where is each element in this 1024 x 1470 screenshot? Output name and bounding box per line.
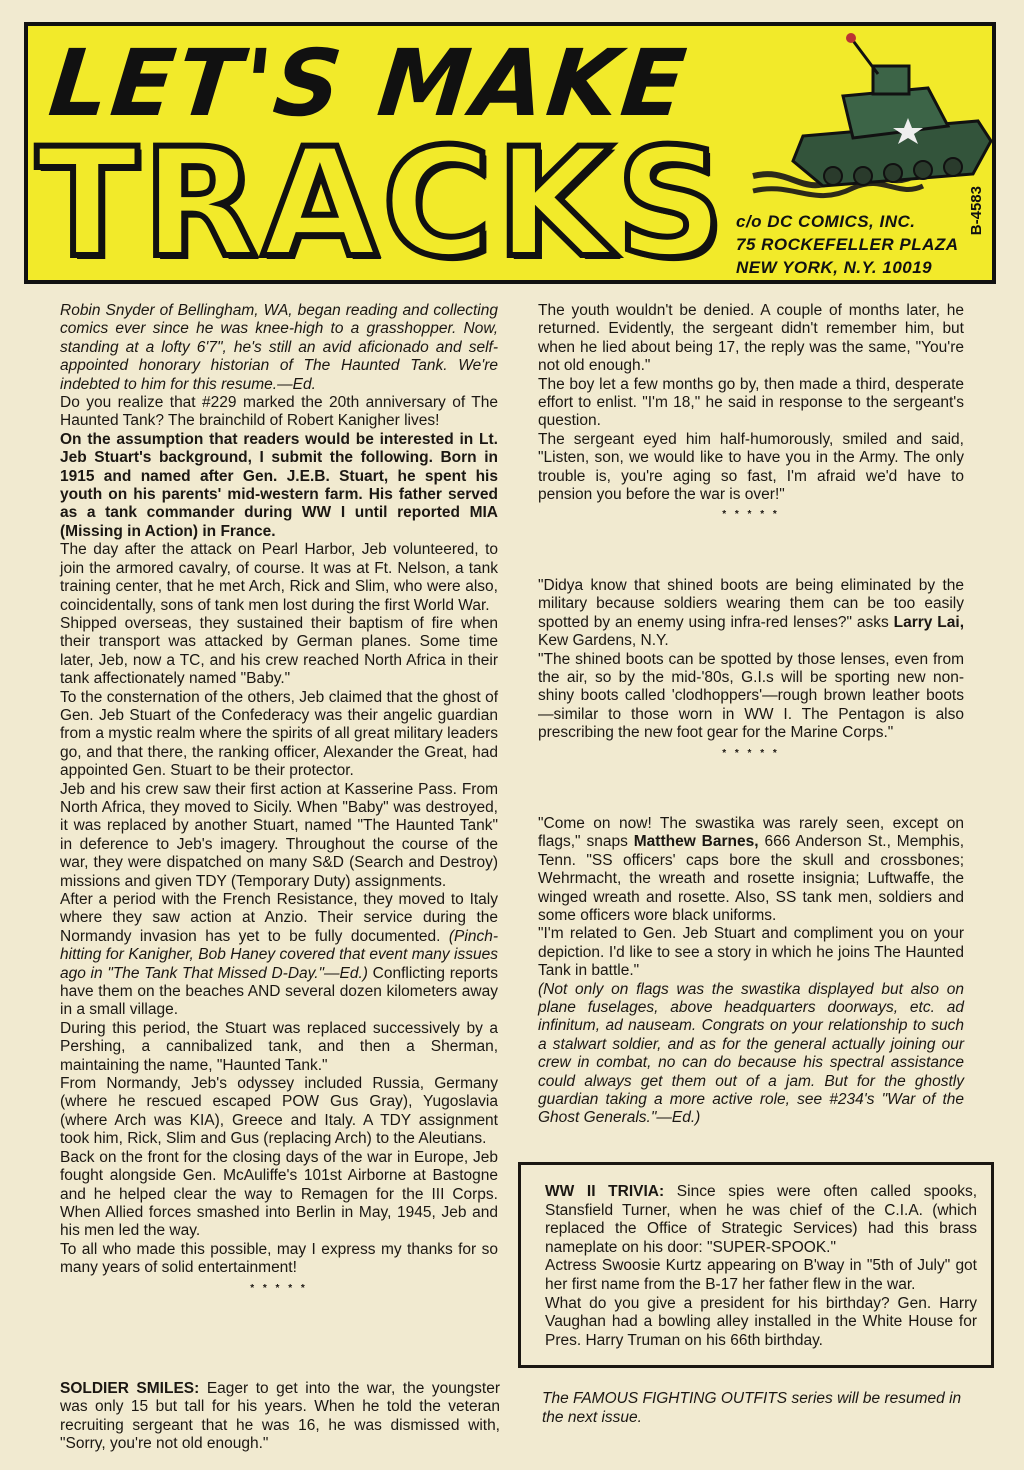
section-divider: * * * * * xyxy=(722,747,780,759)
letter-paragraph: On the assumption that readers would be interested in Lt. Jeb Stuart's background, I submit the following. Born in 1915 and named after Gen. J.E.B. Stuart, he spent his youth on his parents' mid-western farm. His father served as a tank commander during WW I until reported MIA (Missing in Action) in France. xyxy=(60,430,498,540)
letter-paragraph: The sergeant eyed him half-humorously, smiled and said, "Listen, son, we would like to have you in the Army. The only trouble is, you're aging so fast, I'm afraid we'd have to pension you before the war is over!" xyxy=(538,430,964,504)
letter-paragraph: Shipped overseas, they sustained their baptism of fire when their transport was attacked by German planes. Some time later, Jeb, now a TC, and his crew reached North Africa in their tank affectionately named "Baby." xyxy=(60,614,498,688)
trivia-paragraph: Actress Swoosie Kurtz appearing on B'way in "5th of July" got her first name from the B-17 her father flew in the war. xyxy=(545,1257,977,1293)
editor-intro: Robin Snyder of Bellingham, WA, began reading and collecting comics ever since he was knee-high to a grasshopper. Now, standing at a lofty 6'7", he's still an avid aficionado and self-appointed honorary historian of The Haunted Tank. We're indebted to him for this resume.—Ed. xyxy=(60,302,498,393)
letter-paragraph: To the consternation of the others, Jeb claimed that the ghost of Gen. Jeb Stuart of the Confederacy was their angelic guardian from a mystic realm where the spirits of all great military leaders go, and that there, the ranking officer, Alexander the Great, had appointed Gen. Stuart to be their protector. xyxy=(60,688,498,780)
header-title-big: TRACKS xyxy=(36,117,729,291)
series-note: The FAMOUS FIGHTING OUTFITS series will be resumed in the next issue. xyxy=(542,1390,962,1426)
right-column xyxy=(538,302,964,1128)
letter-paragraph: Jeb and his crew saw their first action at Kasserine Pass. From North Africa, they moved to Sicily. When "Baby" was destroyed, it was replaced by another Stuart, named "The Haunted Tank" in deference to Jeb's imagery. Throughout the course of the war, they were dispatched on many S&D (Search and Destroy) missions and given TDY (Temporary Duty) assignments. xyxy=(60,780,498,890)
tank-illustration xyxy=(733,26,993,211)
text-run: Eager to get into the war, the youngster was only 15 but tall for his years. When he told the veteran recruiting sergeant that he was 16, he was dismissed with, "Sorry, you're not old enough." xyxy=(60,1380,500,1453)
editor-note: (Pinch-hitting for Kanigher, Bob Haney covered that event many issues ago in "The Tank That Missed D-Day."—Ed.) xyxy=(60,927,498,982)
trivia-paragraph xyxy=(545,1183,977,1257)
letters-header xyxy=(24,22,996,291)
text-run: Conflicting reports have them on the beaches AND several dozen kilometers away in a small village. xyxy=(60,964,498,1019)
editor-reply: (Not only on flags was the swastika displayed but also on plane fuselages, above headquarters doorways, etc. ad infinitum, ad nauseam. Congrats on your relationship to such a stalwart soldier, and as for the general actually joining our crew in combat, no can do because his spectral assistance could always get them out of a jam. But for the ghostly guardian taking a more active role, see #234's "War of the Ghost Generals."—Ed.) xyxy=(538,980,964,1127)
reader-name: Matthew Barnes, xyxy=(633,833,759,851)
reader-name: Larry Lai, xyxy=(893,613,965,631)
mailing-address xyxy=(736,210,959,279)
trivia-box xyxy=(518,1162,994,1368)
trivia-paragraph: What do you give a president for his birthday? Gen. Harry Vaughan had a bowling alley installed in the White House for Pres. Harry Truman on his 66th birthday. xyxy=(545,1294,977,1349)
letter-paragraph: During this period, the Stuart was replaced successively by a Pershing, a cannibalized tank, and then a Sherman, maintaining the name, "Haunted Tank." xyxy=(60,1019,498,1074)
text-run: Since spies were often called spooks, Stansfield Turner, when he was chief of the C.I.A. (which replaced the Office of Strategic Services) had this brass nameplate on his door: "SUPER-SPOOK." xyxy=(545,1183,978,1256)
section-divider: * * * * * xyxy=(250,1282,308,1294)
section-divider: * * * * * xyxy=(722,509,780,521)
soldier-smiles xyxy=(60,1380,500,1454)
letter-paragraph: Back on the front for the closing days of the war in Europe, Jeb fought alongside Gen. McAuliffe's 101st Airborne at Bastogne and he helped clear the way to Remagen for the III Corps. When Allied forces smashed into Berlin in May, 1945, Jeb and his men led the way. xyxy=(60,1148,498,1240)
letter-paragraph xyxy=(538,815,964,925)
header-title: LET'S MAKE xyxy=(44,30,694,137)
address-line: c/o DC COMICS, INC. xyxy=(736,212,916,231)
section-label: SOLDIER SMILES: xyxy=(60,1380,200,1397)
letter-paragraph: The youth wouldn't be denied. A couple of months later, he returned. Evidently, the sergeant didn't remember him, but when he lied about being 17, the reply was the same, "You're not old enough." xyxy=(538,302,964,375)
address-line: 75 ROCKEFELLER PLAZA xyxy=(736,235,959,254)
left-column xyxy=(60,302,498,1300)
text-run: 666 Anderson St., Memphis, Tenn. "SS officers' caps bore the skull and crossbones; Wehrmacht, the wreath and rosette insignia; Luftwaffe, the winged wreath and rosette. Also, SS tank men, soldiers and some officers wore black uniforms. xyxy=(538,833,964,924)
letter-paragraph xyxy=(538,577,964,651)
section-label: WW II TRIVIA: xyxy=(545,1183,665,1200)
letter-paragraph xyxy=(60,891,498,1020)
text-run: "Didya know that shined boots are being eliminated by the military because soldiers wearing them can be too easily spotted by an enemy using infra-red lenses?" asks xyxy=(538,576,964,631)
text-run: "Come on now! The swastika was rarely seen, except on flags," snaps xyxy=(538,814,964,851)
address-line: NEW YORK, N.Y. 10019 xyxy=(736,258,933,277)
text-run: After a period with the French Resistance, they moved to Italy where they saw action at Anzio. Their service during the Normandy invasion has yet to be fully documented. xyxy=(60,891,498,945)
text-run: Kew Gardens, N.Y. xyxy=(538,632,669,650)
art-code: B-4583 xyxy=(968,186,985,236)
letter-paragraph: To all who made this possible, may I express my thanks for so many years of solid entertainment! xyxy=(60,1240,498,1277)
letter-paragraph: From Normandy, Jeb's odyssey included Russia, Germany (where he rescued escaped POW Gus Gray), Yugoslavia (where Arch was KIA), Greece and Italy. A TDY assignment took him, Rick, Slim and Gus (replacing Arch) to the Aleutians. xyxy=(60,1075,498,1148)
letter-paragraph: "The shined boots can be spotted by those lenses, even from the air, so by the mid-'80s, G.I.s will be sporting new non-shiny boots called 'clodhoppers'—rough brown leather boots—similar to those worn in WW I. The Pentagon is also prescribing the new foot gear for the Marine Corps." xyxy=(538,650,964,742)
letter-paragraph: Do you realize that #229 marked the 20th anniversary of The Haunted Tank? The brainchild of Robert Kanigher lives! xyxy=(60,394,498,430)
letter-paragraph: The boy let a few months go by, then made a third, desperate effort to enlist. "I'm 18," he said in response to the sergeant's question. xyxy=(538,375,964,430)
soldier-smiles-text xyxy=(60,1380,500,1454)
letter-paragraph: The day after the attack on Pearl Harbor, Jeb volunteered, to join the armored cavalry, of course. It was at Ft. Nelson, a tank training center, that he met Arch, Rick and Slim, who were also, coincidentally, sons of tank men lost during the first World War. xyxy=(60,541,498,614)
letter-paragraph: "I'm related to Gen. Jeb Stuart and compliment you on your depiction. I'd like to see a story in which he joins The Haunted Tank in battle." xyxy=(538,925,964,980)
